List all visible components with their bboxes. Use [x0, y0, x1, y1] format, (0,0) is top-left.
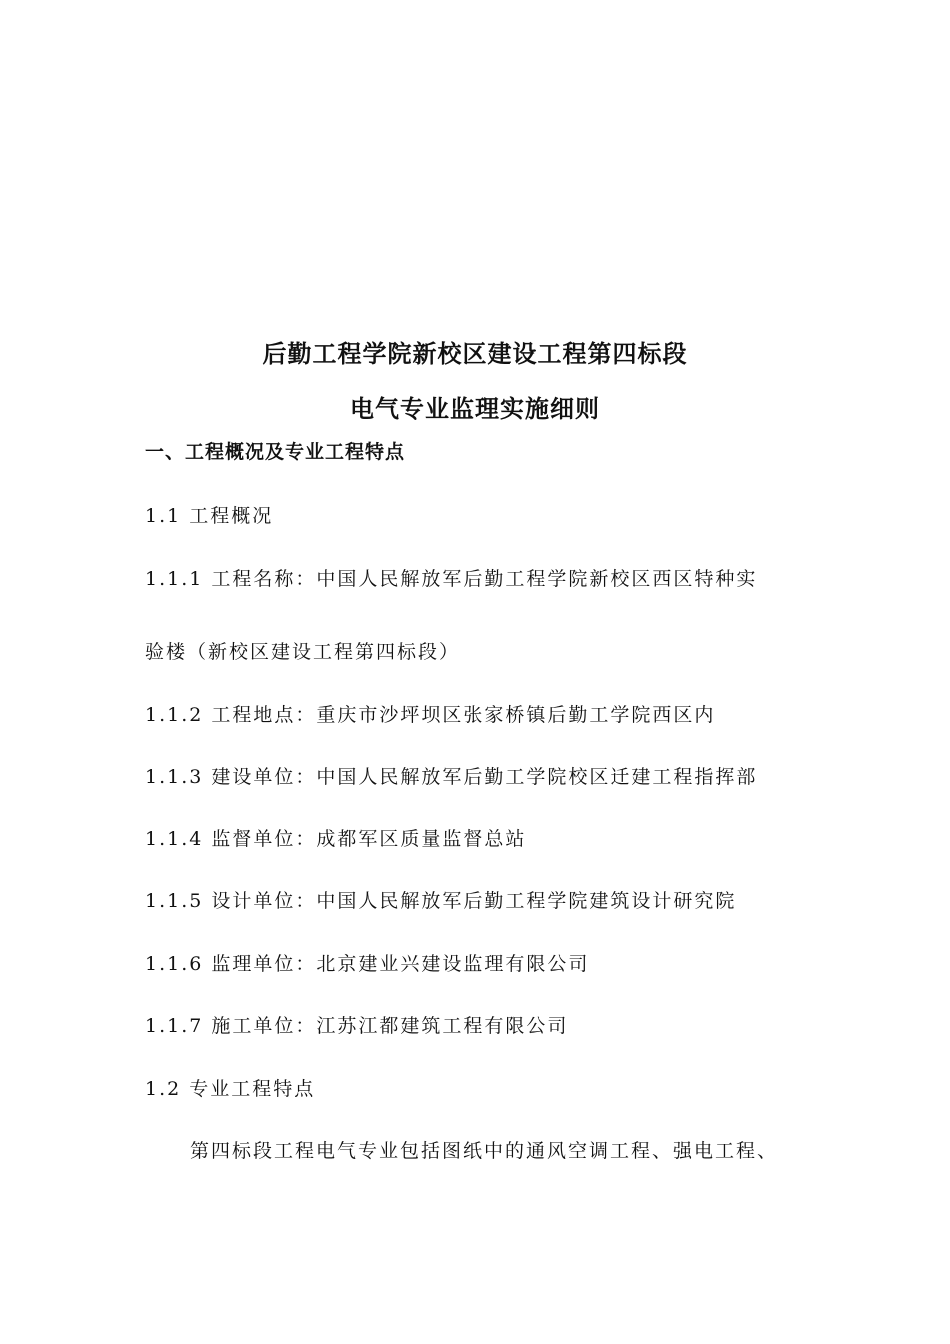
- document-title-line1: 后勤工程学院新校区建设工程第四标段: [262, 340, 688, 368]
- subsection-1-1: 1.1 工程概况: [145, 505, 274, 527]
- item-1-1-1-line1: 1.1.1 工程名称：中国人民解放军后勤工程学院新校区西区特种实: [145, 568, 758, 590]
- item-1-1-7: 1.1.7 施工单位：江苏江都建筑工程有限公司: [145, 1015, 569, 1037]
- paragraph-1-2: 第四标段工程电气专业包括图纸中的通风空调工程、强电工程、: [190, 1140, 779, 1162]
- item-1-1-1-line2: 验楼（新校区建设工程第四标段）: [145, 641, 461, 663]
- item-1-1-4: 1.1.4 监督单位：成都军区质量监督总站: [145, 828, 527, 850]
- item-1-1-6: 1.1.6 监理单位：北京建业兴建设监理有限公司: [145, 953, 590, 975]
- item-1-1-3: 1.1.3 建设单位：中国人民解放军后勤工学院校区迁建工程指挥部: [145, 766, 758, 788]
- subsection-1-2: 1.2 专业工程特点: [145, 1078, 316, 1100]
- item-1-1-5: 1.1.5 设计单位：中国人民解放军后勤工程学院建筑设计研究院: [145, 890, 737, 912]
- document-title-line2: 电气专业监理实施细则: [350, 395, 600, 423]
- item-1-1-2: 1.1.2 工程地点：重庆市沙坪坝区张家桥镇后勤工学院西区内: [145, 704, 716, 726]
- section-heading-1: 一、工程概况及专业工程特点: [145, 441, 406, 463]
